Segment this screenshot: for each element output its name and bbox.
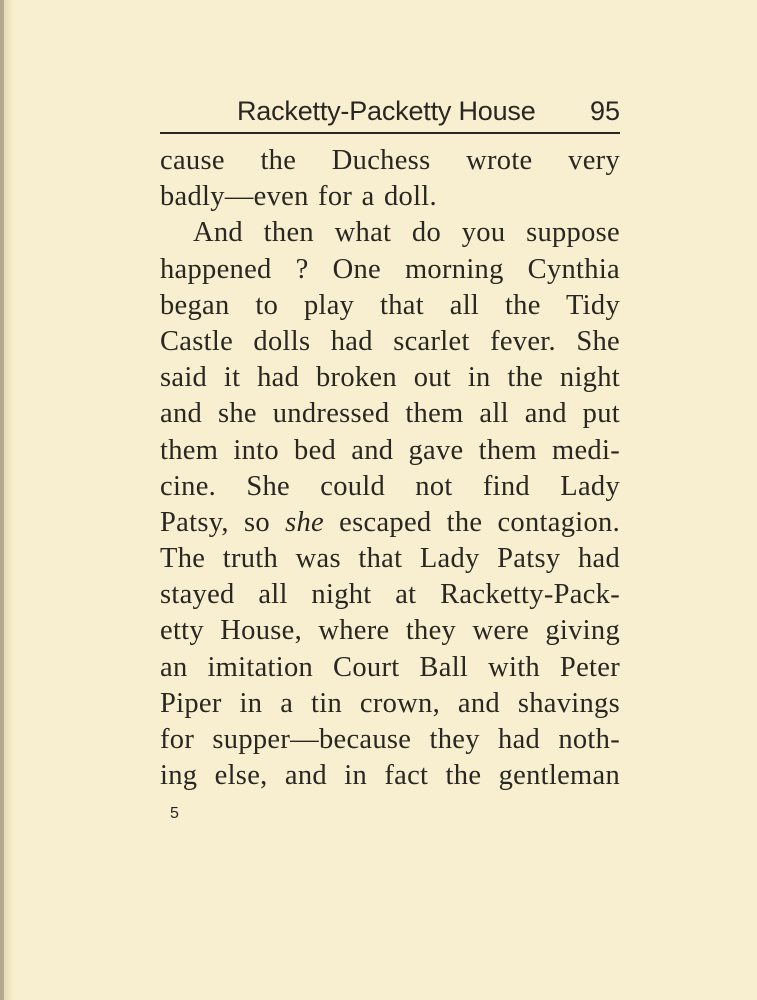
text-segment: Patsy, so (160, 506, 286, 538)
running-title: Racketty-Packetty House (237, 96, 536, 126)
text-line: ing else, and in fact the gentleman (160, 760, 620, 792)
page-header (160, 96, 620, 132)
text-line: Piper in a tin crown, and shavings (160, 687, 620, 719)
text-line: an imitation Court Ball with Peter (160, 651, 620, 683)
text-line: and she undressed them all and put (160, 398, 620, 430)
text-segment: escaped the contagion. (324, 506, 620, 538)
text-line: began to play that all the Tidy (160, 289, 620, 321)
text-line: them into bed and gave them medi- (160, 434, 620, 466)
page-binding-edge (0, 0, 4, 1000)
text-line: said it had broken out in the night (160, 362, 620, 394)
page-number: 95 (589, 96, 620, 126)
text-line: stayed all night at Racketty-Pack- (160, 579, 620, 611)
body-text (160, 143, 620, 794)
italic-word: she (285, 506, 324, 538)
text-line: badly—even for a doll. (160, 181, 437, 213)
text-line: And then what do you suppose (193, 217, 620, 249)
header-rule (160, 132, 620, 134)
text-line: The truth was that Lady Patsy had (160, 543, 620, 575)
signature-mark: 5 (170, 805, 179, 822)
text-line: for supper—because they had noth- (160, 724, 620, 755)
text-line: Castle dolls had scarlet fever. She (160, 325, 620, 357)
text-line: etty House, where they were giving (160, 615, 620, 647)
text-line: happened ? One morning Cynthia (160, 253, 620, 285)
text-line-with-italic (160, 505, 620, 541)
text-line: cine. She could not find Lady (160, 470, 620, 502)
text-line: cause the Duchess wrote very (160, 145, 620, 176)
